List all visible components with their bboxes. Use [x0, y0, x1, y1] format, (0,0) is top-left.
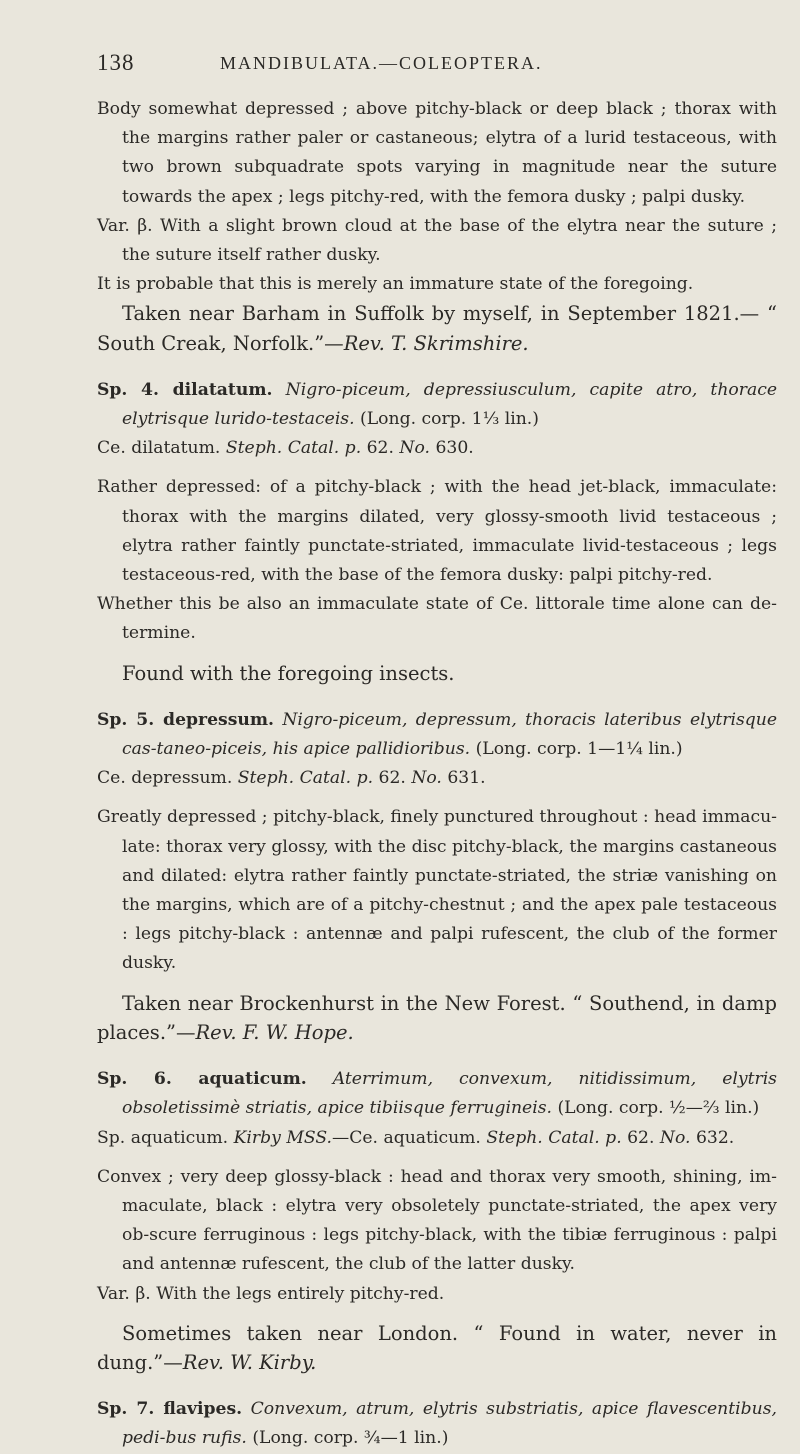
- running-head: MANDIBULATA.—COLEOPTERA.: [220, 53, 543, 73]
- italic-text: Steph. Catal. p.: [237, 768, 374, 789]
- text-run: Convex ; very deep glossy-black : head and thorax very smooth, shining, im-maculate, black : elytra very obsoletely punctate-striated, the apex very ob-scure ferruginous : legs pitchy-black, with the tibiæ ferruginous : palpi and antennæ rufescent, the club of the latter dusky.: [97, 1166, 777, 1275]
- italic-text: Nigro-piceum, depressiusculum, capite atro, thorace elytrisque lurido-testaceis.: [122, 379, 777, 430]
- text-run: Whether this be also an immaculate state of Ce. littorale time alone can de-termine.: [97, 594, 777, 644]
- species-heading: Sp. 6. aquaticum.: [97, 1069, 307, 1090]
- text-run: Rather depressed: of a pitchy-black ; with the head jet-black, immaculate: thorax with the margins dilated, very glossy-smooth livid testaceous ; elytra rather faintly punctate-striated, immaculate livid-testaceous ; legs testaceous-red, with the base of the femora dusky: palpi pitchy-red.: [97, 477, 777, 586]
- text-run: 62.: [373, 768, 412, 789]
- text-run: (Long. corp. 1—1¼ lin.): [470, 739, 683, 760]
- paragraph-p3: [97, 270, 777, 299]
- italic-text: Convexum, atrum, elytris substriatis, apice flavescentibus, pedi-bus rufis.: [122, 1399, 777, 1449]
- paragraph-p6: [97, 434, 777, 463]
- paragraph-p8: [97, 590, 777, 648]
- paragraph-p9: [97, 659, 777, 688]
- paragraph-p16: [97, 1163, 777, 1280]
- species-heading: Sp. 5. depressum.: [97, 709, 275, 730]
- paragraph-p13: [97, 989, 777, 1047]
- paragraph-p15: [97, 1124, 777, 1153]
- text-run: Sometimes taken near London. “ Found in water, never in dung.”—: [97, 1321, 777, 1374]
- paragraph-p19: [97, 1395, 777, 1453]
- text-run: 62.: [361, 438, 400, 459]
- italic-text: Rev. F. W. Hope.: [195, 1020, 354, 1044]
- text-run: Taken near Brockenhurst in the New Forest. “ Southend, in damp places.”—: [97, 991, 777, 1044]
- text-run: Ce. dilatatum.: [97, 438, 226, 459]
- italic-text: Rev. W. Kirby.: [182, 1350, 317, 1374]
- species-heading: Sp. 7. flavipes.: [97, 1399, 243, 1420]
- italic-text: No.: [659, 1127, 691, 1148]
- text-run: (Long. corp. 1⅓ lin.): [354, 409, 539, 430]
- text-run: 630.: [429, 438, 474, 459]
- italic-text: Aterrimum, convexum, nitidissimum, elytris obsoletissimè striatis, apice tibiisque ferrugineis.: [122, 1069, 778, 1119]
- paragraph-p12: [97, 803, 777, 978]
- italic-text: Kirby MSS.: [233, 1127, 333, 1148]
- text-run: It is probable that this is merely an immature state of the foregoing.: [97, 274, 694, 295]
- text-run: [307, 1069, 333, 1089]
- text-run: 62.: [621, 1127, 660, 1148]
- paragraph-p18: [97, 1319, 777, 1377]
- text-run: Ce. depressum.: [97, 768, 238, 789]
- paragraph-p1: [97, 95, 777, 212]
- text-run: Greatly depressed ; pitchy-black, finely punctured throughout : head immacu-late: thorax very glossy, with the disc pitchy-black, the margins castaneous and dilated: elytra rather faintly punctate-striated, the striæ vanishing on the margins, which are of a pitchy-chestnut ; and the apex pale testaceous : legs pitchy-black : antennæ and palpi rufescent, the club of the former dusky.: [97, 807, 777, 974]
- italic-text: Nigro-piceum, depressum, thoracis lateribus elytrisque cas-taneo-piceis, his apice pallidioribus.: [122, 709, 778, 760]
- paragraph-p4: [97, 299, 777, 357]
- text-run: Found with the foregoing insects.: [122, 661, 455, 685]
- italic-text: No.: [411, 768, 442, 789]
- paragraph-p5: [97, 376, 777, 434]
- species-heading: Sp. 4. dilatatum.: [97, 379, 273, 400]
- paragraph-p7: [97, 473, 777, 590]
- text-run: Body somewhat depressed ; above pitchy-black or deep black ; thorax with the margins rather paler or castaneous; elytra of a lurid testaceous, with two brown subquadrate spots varying in magnitude near the suture towards the apex ; legs pitchy-red, with the femora dusky ; palpi dusky.: [97, 99, 777, 207]
- text-run: —Ce. aquaticum.: [332, 1127, 487, 1148]
- page-number: 138: [97, 50, 135, 75]
- text-run: (Long. corp. ¾—1 lin.): [246, 1428, 449, 1449]
- text-run: 631.: [441, 768, 486, 789]
- paragraph-p10: [97, 706, 777, 764]
- page-header: [97, 50, 777, 80]
- text-run: Sp. aquaticum.: [97, 1127, 234, 1148]
- text-run: Var. β. With the legs entirely pitchy-red.: [97, 1283, 445, 1304]
- text-run: (Long. corp. ½—⅔ lin.): [552, 1098, 760, 1119]
- italic-text: Steph. Catal. p.: [225, 438, 362, 459]
- body-text: [97, 95, 777, 1454]
- paragraph-p11: [97, 764, 777, 793]
- paragraph-p17: [97, 1280, 777, 1309]
- italic-text: Steph. Catal. p.: [486, 1127, 622, 1148]
- text-run: [273, 380, 286, 400]
- text-run: Var. β. With a slight brown cloud at the base of the elytra near the suture ; the suture itself rather dusky.: [97, 215, 777, 266]
- paragraph-p2: [97, 212, 777, 270]
- text-run: 632.: [690, 1127, 735, 1148]
- text-run: Taken near Barham in Suffolk by myself, in September 1821.— “ South Creak, Norfolk.”—: [97, 302, 777, 355]
- text-run: [242, 1399, 251, 1419]
- paragraph-p14: [97, 1065, 777, 1123]
- italic-text: No.: [399, 438, 430, 459]
- italic-text: Rev. T. Skrimshire.: [343, 331, 529, 355]
